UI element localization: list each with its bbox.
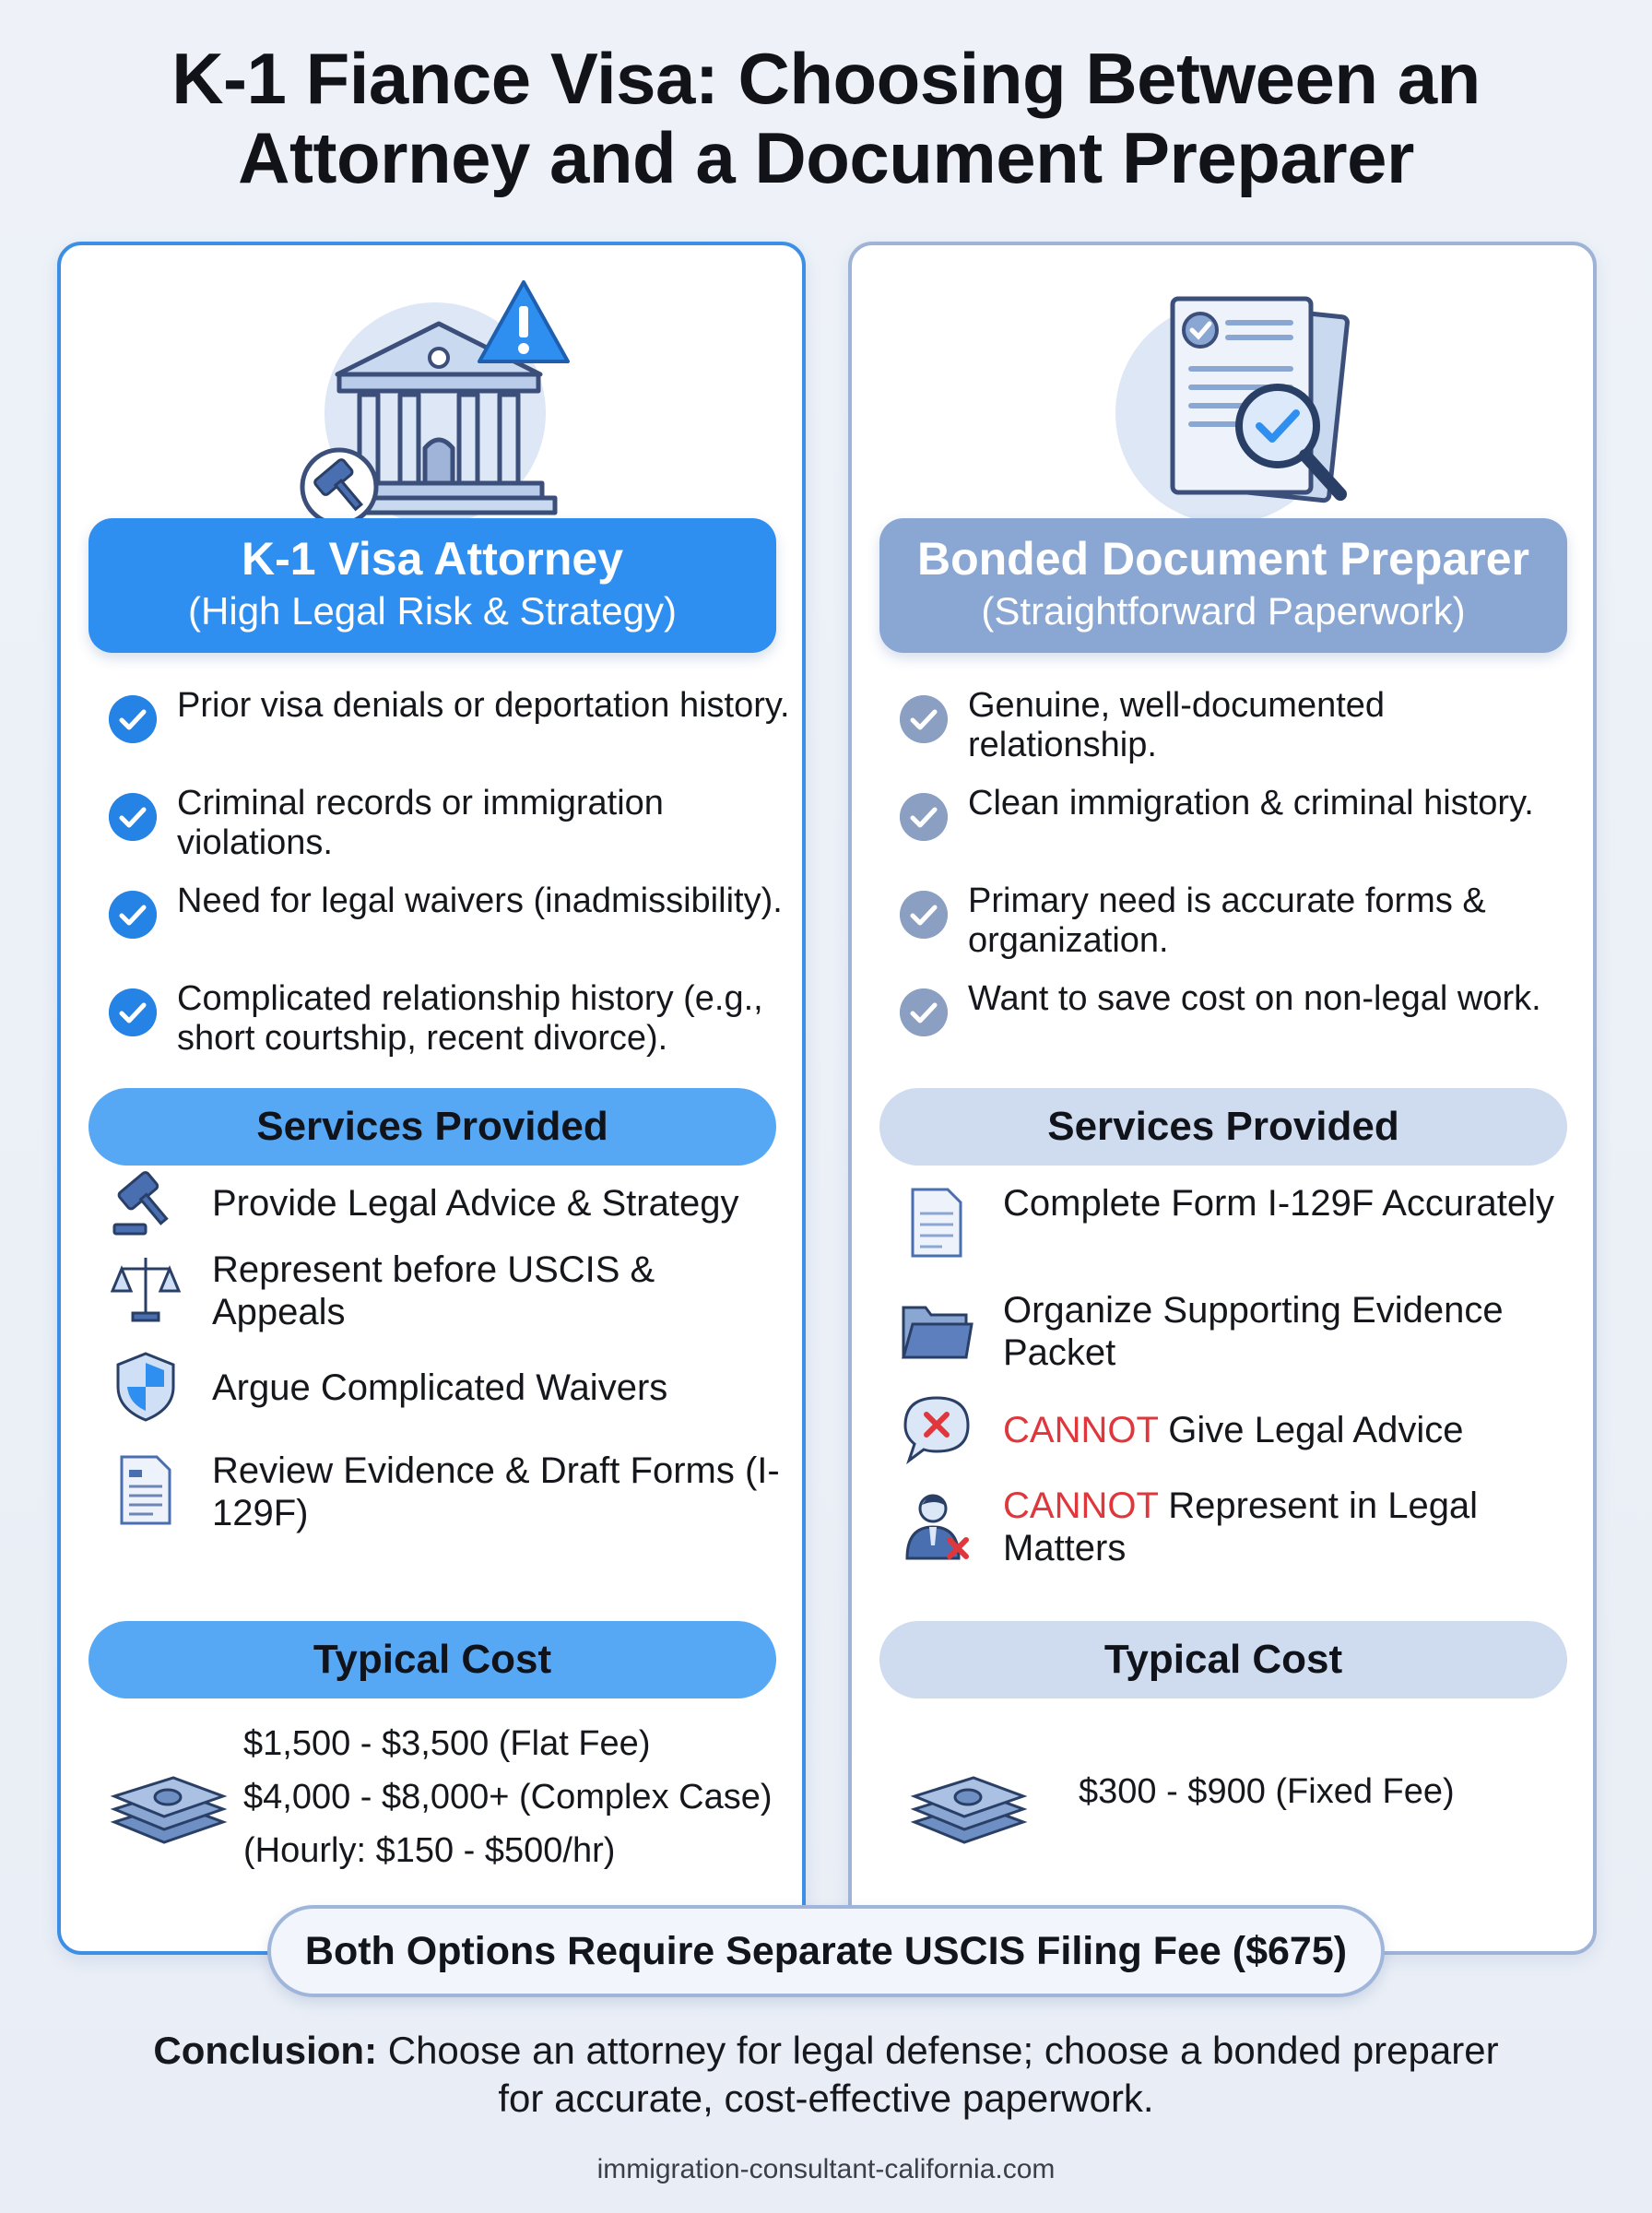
- preparer-header-subtitle: (Straightforward Paperwork): [981, 589, 1466, 633]
- check-circle-icon: [109, 891, 157, 939]
- list-item: [109, 784, 791, 863]
- attorney-cost-lines: [243, 1717, 796, 1877]
- preparer-checklist: [900, 686, 1582, 1077]
- attorney-services-heading: Services Provided: [88, 1088, 776, 1166]
- shield-icon: [109, 1350, 183, 1424]
- conclusion-label: Conclusion:: [153, 2029, 378, 2072]
- check-circle-icon: [109, 988, 157, 1036]
- footer-url: immigration-consultant-california.com: [596, 2154, 1056, 2184]
- list-item: [900, 686, 1582, 765]
- service-text: Argue Complicated Waivers: [212, 1367, 668, 1408]
- no-advice-icon: [900, 1392, 974, 1466]
- preparer-header: [879, 518, 1567, 653]
- folder-icon: [900, 1293, 974, 1367]
- cost-line: $4,000 - $8,000+ (Complex Case): [243, 1778, 773, 1817]
- cannot-label: CANNOT: [1003, 1485, 1159, 1526]
- gavel-icon: [109, 1166, 183, 1239]
- preparer-services-heading: Services Provided: [879, 1088, 1567, 1166]
- conclusion: [129, 2027, 1523, 2123]
- filing-fee-banner: Both Options Require Separate USCIS Filing Fee ($675): [267, 1905, 1385, 1997]
- attorney-checklist: [109, 686, 791, 1077]
- checklist-text: Prior visa denials or deportation history.: [177, 686, 790, 725]
- cost-line: (Hourly: $150 - $500/hr): [243, 1831, 616, 1870]
- checklist-text: Want to save cost on non-legal work.: [968, 979, 1541, 1018]
- cannot-label: CANNOT: [1003, 1410, 1159, 1450]
- document-icon: [109, 1453, 183, 1527]
- service-text: [1003, 1409, 1584, 1451]
- attorney-header: [88, 518, 776, 653]
- checklist-text: Complicated relationship history (e.g., short courtship, recent divorce).: [177, 979, 763, 1058]
- title-line-2: Attorney and a Document Preparer: [238, 117, 1414, 198]
- checklist-text: Clean immigration & criminal history.: [968, 784, 1534, 822]
- attorney-panel: [57, 242, 806, 1955]
- service-text: Provide Legal Advice & Strategy: [212, 1183, 739, 1224]
- service-text-rest: Give Legal Advice: [1158, 1410, 1464, 1450]
- list-item: [109, 979, 791, 1059]
- check-circle-icon: [900, 695, 948, 743]
- check-circle-icon: [900, 988, 948, 1036]
- check-circle-icon: [900, 891, 948, 939]
- checklist-text: Criminal records or immigration violations.: [177, 784, 664, 862]
- service-text: Review Evidence & Draft Forms (I-129F): [212, 1450, 780, 1533]
- list-item: [109, 882, 791, 961]
- list-item: [900, 882, 1582, 961]
- service-text: Represent before USCIS & Appeals: [212, 1249, 655, 1332]
- preparer-panel: [848, 242, 1597, 1955]
- attorney-header-subtitle: (High Legal Risk & Strategy): [188, 589, 677, 633]
- preparer-cost-heading: Typical Cost: [879, 1621, 1567, 1698]
- money-stack-icon: [109, 1757, 229, 1859]
- money-stack-icon: [909, 1757, 1029, 1859]
- form-icon: [900, 1186, 974, 1260]
- check-circle-icon: [109, 695, 157, 743]
- checklist-text: Primary need is accurate forms & organization.: [968, 882, 1486, 960]
- document-review-icon: [1073, 273, 1386, 550]
- conclusion-text: Choose an attorney for legal defense; choose a bonded preparer for accurate, cost-effective paperwork.: [377, 2029, 1499, 2120]
- check-circle-icon: [900, 793, 948, 841]
- service-text: [1003, 1485, 1584, 1569]
- no-representation-icon: [900, 1488, 974, 1562]
- list-item: [109, 686, 791, 765]
- preparer-header-title: Bonded Document Preparer: [916, 533, 1529, 585]
- checklist-text: Need for legal waivers (inadmissibility).: [177, 882, 783, 920]
- checklist-text: Genuine, well-documented relationship.: [968, 686, 1386, 764]
- service-text-rest: Represent in Legal Matters: [1003, 1485, 1479, 1568]
- cost-line: $300 - $900 (Fixed Fee): [1079, 1772, 1455, 1811]
- courthouse-warning-icon: [282, 273, 596, 550]
- page-title: [0, 39, 1652, 197]
- attorney-header-title: K-1 Visa Attorney: [241, 533, 623, 585]
- service-text: Complete Form I-129F Accurately: [1003, 1183, 1554, 1224]
- list-item: [900, 784, 1582, 863]
- title-line-1: K-1 Fiance Visa: Choosing Between an: [171, 38, 1481, 119]
- scales-icon: [109, 1250, 183, 1324]
- preparer-cost-lines: [1079, 1765, 1576, 1818]
- service-text: Organize Supporting Evidence Packet: [1003, 1290, 1504, 1373]
- attorney-cost-heading: Typical Cost: [88, 1621, 776, 1698]
- cost-line: $1,500 - $3,500 (Flat Fee): [243, 1724, 651, 1763]
- list-item: [900, 979, 1582, 1059]
- check-circle-icon: [109, 793, 157, 841]
